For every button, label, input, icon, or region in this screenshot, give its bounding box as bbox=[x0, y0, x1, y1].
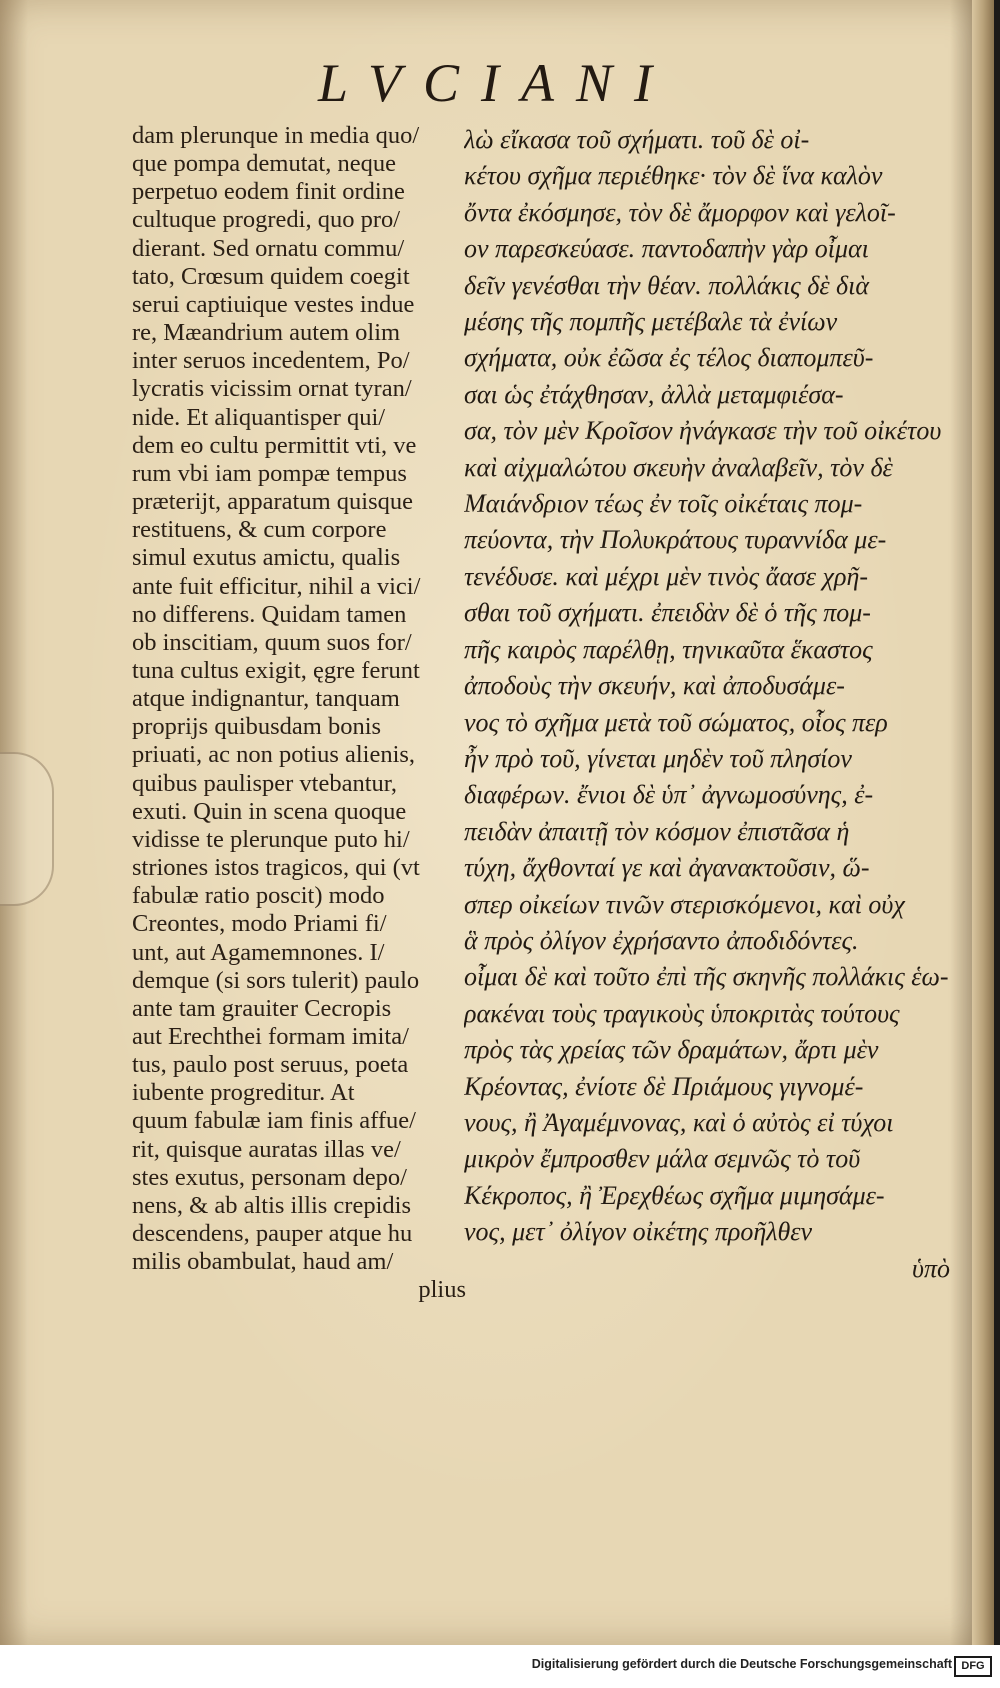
greek-text-line: πεύοντα, τὴν Πολυκράτους τυραννίδα με- bbox=[464, 525, 887, 555]
latin-text-line: que pompa demutat, neque bbox=[132, 150, 396, 178]
latin-text-line: Creontes, modo Priami fi/ bbox=[132, 910, 387, 938]
latin-text-line: nens, & ab altis illis crepidis bbox=[132, 1191, 411, 1219]
greek-text-line: ἀποδοὺς τὴν σκευήν, καὶ ἀποδυσάμε- bbox=[464, 671, 845, 701]
greek-column bbox=[464, 122, 950, 1287]
bookmark-tab bbox=[0, 752, 54, 906]
greek-text-line: ἃ πρὸς ὀλίγον ἐχρήσαντο ἀποδιδόντες. bbox=[464, 925, 859, 955]
latin-text-line: fabulæ ratio poscit) modo bbox=[132, 882, 385, 910]
latin-text-line: demque (si sors tulerit) paulo bbox=[132, 966, 420, 994]
latin-text-line: quum fabulæ iam finis affue/ bbox=[132, 1107, 416, 1135]
greek-text-line: μικρὸν ἔμπροσθεν μάλα σεμνῶς τὸ τοῦ bbox=[464, 1144, 861, 1174]
greek-text-line: νους, ἢ Ἀγαμέμνονας, καὶ ὁ αὐτὸς εἰ τύχοι bbox=[464, 1107, 894, 1137]
latin-text-line: rit, quisque auratas illas ve/ bbox=[132, 1135, 401, 1163]
footer-credit: Digitalisierung gefördert durch die Deutsche Forschungsgemeinschaft bbox=[531, 1657, 952, 1671]
greek-text-line: Κέκροπος, ἢ Ἐρεχθέως σχῆμα μιμησάμε- bbox=[464, 1180, 885, 1210]
greek-text-line: σχήματα, οὐκ ἐῶσα ἐς τέλος διαπομπεῦ- bbox=[464, 343, 874, 373]
greek-text-line: σαι ὡς ἐτάχθησαν, ἀλλὰ μεταμφιέσα- bbox=[464, 379, 844, 409]
latin-text-line: dem eo cultu permittit vti, ve bbox=[132, 431, 417, 459]
greek-text-line: λὼ εἴκασα τοῦ σχήματι. τοῦ δὲ οἰ- bbox=[464, 125, 810, 154]
greek-text-line: μέσης τῆς πομπῆς μετέβαλε τὰ ἐνίων bbox=[464, 307, 838, 337]
greek-text-line: Μαιάνδριον τέως ἐν τοῖς οἰκέταις πομ- bbox=[464, 489, 863, 519]
latin-text-line: iubente progreditur. At bbox=[132, 1079, 355, 1107]
latin-text-line: dam plerunque in media quo/ bbox=[132, 122, 420, 149]
greek-text-line: διαφέρων. ἔνιοι δὲ ὑπ᾽ ἀγνωμοσύνης, ἐ- bbox=[464, 780, 874, 810]
latin-text-line: ante tam grauiter Cecropis bbox=[132, 994, 392, 1022]
latin-text-line: priuati, ac non potius alienis, bbox=[132, 741, 416, 769]
latin-text-line: striones istos tragicos, qui (vt bbox=[132, 854, 420, 882]
latin-text-line: proprijs quibusdam bonis bbox=[132, 713, 382, 741]
running-head: LVCIANI bbox=[318, 53, 674, 113]
latin-text-line: dierant. Sed ornatu commu/ bbox=[132, 234, 405, 262]
greek-text-line: καὶ αἰχμαλώτου σκευὴν ἀναλαβεῖν, τὸν δὲ bbox=[464, 452, 893, 482]
dfg-logo: DFG bbox=[954, 1656, 992, 1677]
latin-text-line: tuna cultus exigit, ęgre ferunt bbox=[132, 656, 420, 684]
latin-text-line: descendens, pauper atque hu bbox=[132, 1220, 413, 1248]
greek-text-line: δεῖν γενέσθαι τὴν θέαν. πολλάκις δὲ διὰ bbox=[464, 270, 870, 300]
latin-text-line: rum vbi iam pompæ tempus bbox=[132, 459, 407, 487]
latin-text-line: aut Erechthei formam imita/ bbox=[132, 1023, 409, 1050]
greek-text-line: ὑπὸ bbox=[912, 1253, 950, 1283]
latin-text-line: tato, Crœsum quidem coegit bbox=[132, 262, 410, 290]
greek-text-line: κέτου σχῆμα περιέθηκε· τὸν δὲ ἵνα καλὸν bbox=[464, 161, 883, 191]
latin-text-line: nide. Et aliquantisper qui/ bbox=[132, 403, 386, 431]
latin-text-line: ob inscitiam, quum suos for/ bbox=[132, 628, 412, 656]
latin-text-line: vidisse te plerunque puto hi/ bbox=[132, 825, 410, 853]
latin-text-line: milis obambulat, haud am/ bbox=[132, 1248, 394, 1276]
latin-text-line: perpetuo eodem finit ordine bbox=[132, 178, 405, 206]
latin-text-line: re, Mæandrium autem olim bbox=[132, 319, 401, 347]
latin-text-line: lycratis vicissim ornat tyran/ bbox=[132, 375, 412, 403]
greek-text-line: πρὸς τὰς χρείας τῶν δραμάτων, ἄρτι μὲν bbox=[464, 1035, 879, 1065]
latin-text-line: ante fuit efficitur, nihil a vici/ bbox=[132, 572, 421, 600]
greek-text-line: ἦν πρὸ τοῦ, γίνεται μηδὲν τοῦ πλησίον bbox=[464, 743, 852, 773]
latin-text-line: cultuque progredi, quo pro/ bbox=[132, 206, 401, 234]
greek-text-line: ρακέναι τοὺς τραγικοὺς ὑποκριτὰς τούτους bbox=[464, 998, 900, 1028]
greek-text-line: πειδὰν ἀπαιτῇ τὸν κόσμον ἐπιστᾶσα ἡ bbox=[464, 816, 850, 846]
latin-text-line: exuti. Quin in scena quoque bbox=[132, 797, 407, 825]
latin-text-line: serui captiuique vestes indue bbox=[132, 290, 415, 318]
footer-bar bbox=[0, 1645, 1000, 1688]
latin-text-line: atque indignantur, tanquam bbox=[132, 685, 400, 713]
greek-text-line: σθαι τοῦ σχήματι. ἐπειδὰν δὲ ὁ τῆς πομ- bbox=[464, 598, 871, 628]
greek-text-line: πῆς καιρὸς παρέλθῃ, τηνικαῦτα ἕκαστος bbox=[464, 634, 873, 664]
greek-text-line: νος τὸ σχῆμα μετὰ τοῦ σώματος, οἷος περ bbox=[464, 707, 888, 737]
greek-text-line: νος, μετ᾽ ὀλίγον οἰκέτης προῆλθεν bbox=[464, 1217, 813, 1247]
greek-text-line: οἶμαι δὲ καὶ τοῦτο ἐπὶ τῆς σκηνῆς πολλάκις ἑω- bbox=[464, 962, 949, 992]
latin-text-line: quibus paulisper vtebantur, bbox=[132, 769, 398, 797]
latin-text-line: præterijt, apparatum quisque bbox=[132, 488, 413, 516]
latin-text-line: plius bbox=[418, 1276, 466, 1304]
latin-text-line: simul exutus amictu, qualis bbox=[132, 544, 401, 572]
latin-text-line: inter seruos incedentem, Po/ bbox=[132, 347, 410, 375]
greek-text-line: τενέδυσε. καὶ μέχρι μὲν τινὸς ἄασε χρῆ- bbox=[464, 561, 869, 591]
greek-text-line: σα, τὸν μὲν Κροῖσον ἠνάγκασε τὴν τοῦ οἰκέτου bbox=[464, 416, 942, 446]
greek-text-line: σπερ οἰκείων τινῶν στερισκόμενοι, καὶ οὐχ bbox=[464, 889, 905, 919]
latin-text-line: stes exutus, personam depo/ bbox=[132, 1163, 407, 1191]
latin-text-line: tus, paulo post seruus, poeta bbox=[132, 1051, 409, 1079]
latin-text-line: restituens, & cum corpore bbox=[132, 516, 387, 544]
greek-text-line: Κρέοντας, ἐνίοτε δὲ Πριάμους γιγνομέ- bbox=[464, 1071, 864, 1101]
greek-text-line: τύχη, ἄχθονταί γε καὶ ἀγανακτοῦσιν, ὥ- bbox=[464, 853, 870, 883]
latin-column bbox=[132, 122, 474, 1305]
latin-text-line: unt, aut Agamemnones. I/ bbox=[132, 938, 385, 966]
latin-text-line: no differens. Quidam tamen bbox=[132, 600, 407, 628]
greek-text-line: ὄντα ἐκόσμησε, τὸν δὲ ἄμορφον καὶ γελοῖ- bbox=[464, 197, 896, 227]
page-edge bbox=[972, 0, 994, 1645]
greek-text-line: ον παρεσκεύασε. παντοδαπὴν γὰρ οἶμαι bbox=[464, 234, 869, 264]
